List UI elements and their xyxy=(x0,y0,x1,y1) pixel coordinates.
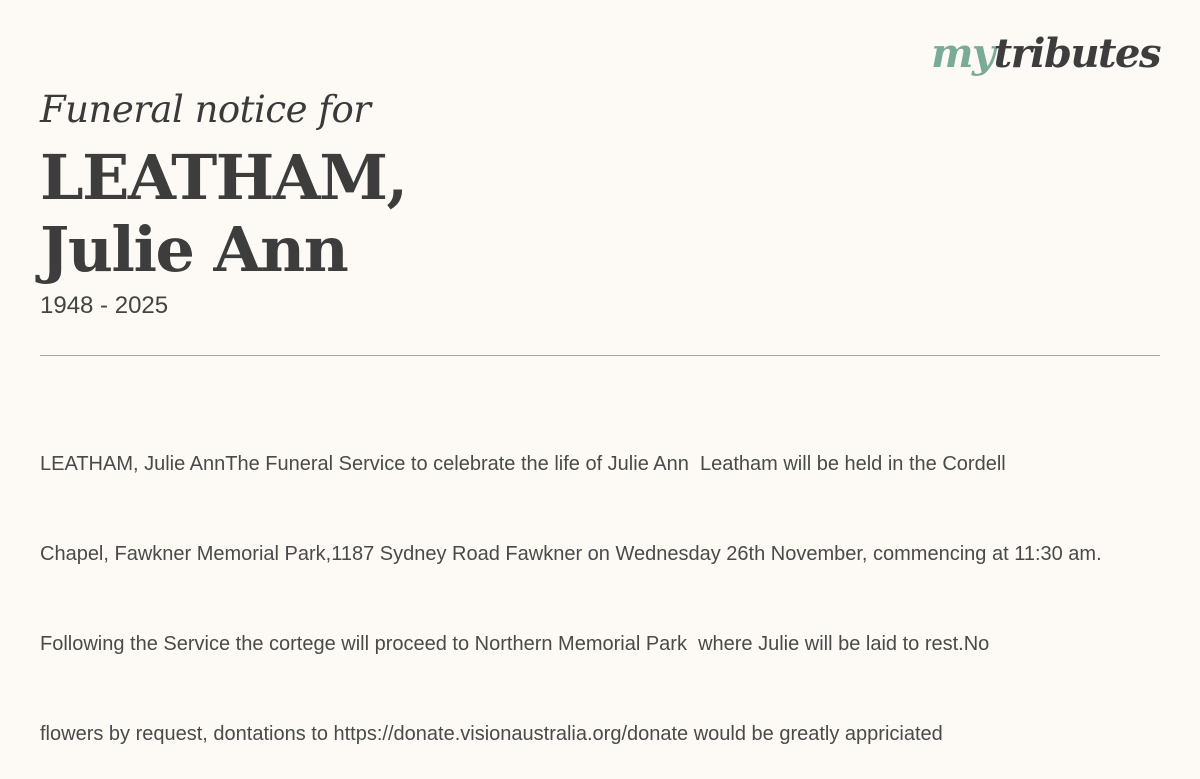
logo-part-my: my xyxy=(931,30,994,77)
notice-body-line: Following the Service the cortege will proceed to Northern Memorial Park where Julie will be laid to rest.No xyxy=(40,633,990,655)
divider xyxy=(40,355,1160,356)
logo-part-tributes: tributes xyxy=(993,30,1160,77)
deceased-given-names: Julie Ann xyxy=(40,213,348,286)
life-dates: 1948 - 2025 xyxy=(40,292,169,319)
deceased-surname: LEATHAM, xyxy=(40,141,407,214)
notice-body-line: LEATHAM, Julie AnnThe Funeral Service to celebrate the life of Julie Ann Leatham will be held in the Cordell xyxy=(40,453,1006,475)
notice-body xyxy=(40,389,1190,779)
mytributes-logo[interactable] xyxy=(931,30,1160,77)
notice-body-line: Chapel, Fawkner Memorial Park,1187 Sydney Road Fawkner on Wednesday 26th November, commencing at 11:30 am. xyxy=(40,543,1102,565)
deceased-name xyxy=(40,142,407,286)
notice-label: Funeral notice for xyxy=(40,88,371,131)
notice-body-line: flowers by request, dontations to https://donate.visionaustralia.org/donate would be greatly appriciated xyxy=(40,723,943,745)
